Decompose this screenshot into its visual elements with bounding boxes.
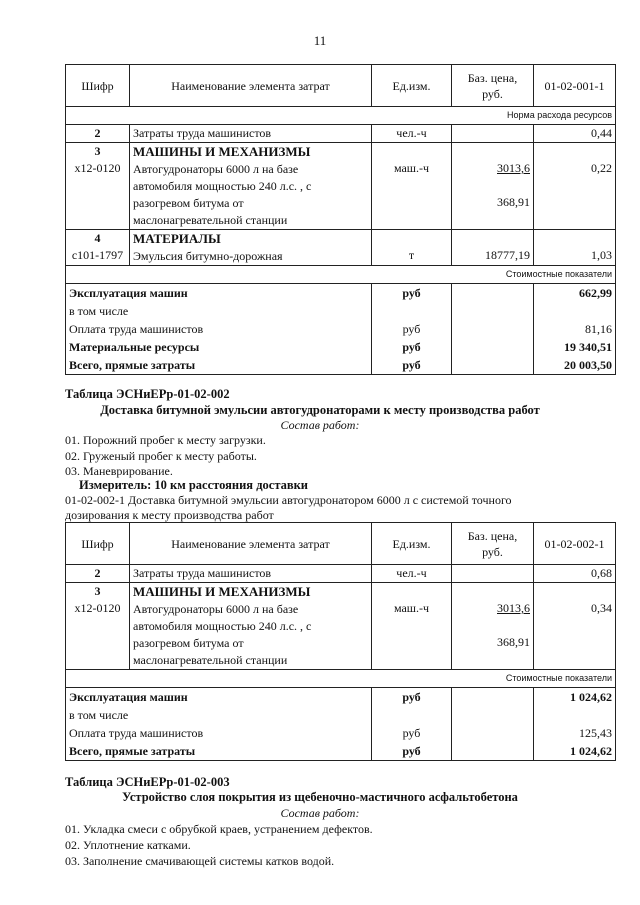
work-label-3: Состав работ: — [280, 806, 360, 820]
table-row: 3 х12-0120 МАШИНЫ И МЕХАНИЗМЫ Автогудронаторы 6000 л на базе автомобиля мощностью 240 л.с. , с разогревом битума от маслонагревательной станции маш.-ч 3013,6 368,91 0,22 — [66, 143, 616, 230]
table-title-3: Таблица ЭСНиЕРр-01-02-003 — [65, 775, 230, 789]
norm-description: дозирования к месту производства работ — [65, 508, 274, 522]
col-code-header: Шифр — [66, 65, 130, 107]
table-row: 3 х12-0120 МАШИНЫ И МЕХАНИЗМЫ Автогудронаторы 6000 л на базе автомобиля мощностью 240 л.с. , с разогревом битума от маслонагревательной станции маш.-ч 3013,6 368,91 0,34 — [66, 583, 616, 670]
estimate-table-2: Шифр Наименование элемента затрат Ед.изм. Баз. цена, руб. 01-02-002-1 2 Затраты труда машинистов чел.-ч 0,68 3 х12-0120 МАШИНЫ И МЕХАНИЗМЫ Автогудронаторы 6000 л на базе автомобиля мощностью 240 л.с. , с разогревом битума от маслонагревательной станции маш.-ч 3013,6 368,91 0,34 Стоимостные показатели Эксплуатация машин в том числе Оплата труда машинистов Всего, прямые затраты руб руб руб 1 024,62 125,43 1 024,62 — [65, 522, 616, 761]
table-row: 2 Затраты труда машинистов чел.-ч 0,44 — [66, 125, 616, 143]
norm-id: 01-02-002-1 — [534, 523, 616, 565]
norm-label: Норма расхода ресурсов — [66, 107, 616, 125]
norm-id: 01-02-001-1 — [534, 65, 616, 107]
col-name-header: Наименование элемента затрат — [130, 65, 372, 107]
work-item: 01. Укладка смеси с обрубкой краев, устранением дефектов. — [65, 822, 373, 836]
norm-description: 01-02-002-1 Доставка битумной эмульсии автогудронатором 6000 л с системой точного — [65, 493, 512, 507]
page-number: 11 — [313, 33, 327, 48]
work-item: 02. Груженый пробег к месту работы. — [65, 449, 257, 463]
summary-rows: Эксплуатация машин в том числе Оплата труда машинистов Всего, прямые затраты руб руб руб 1 024,62 125,43 1 024,62 — [66, 688, 616, 761]
summary-rows: Эксплуатация машин в том числе Оплата труда машинистов Материальные ресурсы Всего, прямые затраты руб руб руб руб 662,99 81,16 19 340,51 20 003,50 — [66, 284, 616, 375]
meter-label: Измеритель: 10 км расстояния доставки — [79, 478, 309, 492]
work-item: 01. Порожний пробег к месту загрузки. — [65, 433, 266, 447]
col-unit-header: Ед.изм. — [372, 65, 452, 107]
cost-label: Стоимостные показатели — [66, 266, 616, 284]
table-header — [66, 65, 616, 107]
work-item: 03. Заполнение смачивающей системы катков водой. — [65, 854, 335, 868]
work-item: 02. Уплотнение катками. — [65, 838, 191, 852]
section-heading-2: Доставка битумной эмульсии автогудронаторами к месту производства работ — [100, 403, 540, 417]
table-row: 4 с101-1797 МАТЕРИАЛЫ Эмульсия битумно-дорожная т 18777,19 1,03 — [66, 230, 616, 266]
table-title-2: Таблица ЭСНиЕРр-01-02-002 — [65, 387, 230, 401]
table-header: Шифр Наименование элемента затрат Ед.изм. Баз. цена, руб. 01-02-002-1 — [66, 523, 616, 565]
table-row: 2 Затраты труда машинистов чел.-ч 0,68 — [66, 565, 616, 583]
work-item: 03. Маневрирование. — [65, 464, 173, 478]
col-price-header: Баз. цена, руб. — [452, 65, 534, 107]
section-machines: МАШИНЫ И МЕХАНИЗМЫ — [133, 144, 311, 159]
section-materials: МАТЕРИАЛЫ — [133, 231, 221, 246]
work-label-2: Состав работ: — [280, 418, 360, 432]
estimate-table-1 — [65, 64, 616, 375]
section-heading-3: Устройство слоя покрытия из щебеночно-мастичного асфальтобетона — [122, 790, 518, 804]
